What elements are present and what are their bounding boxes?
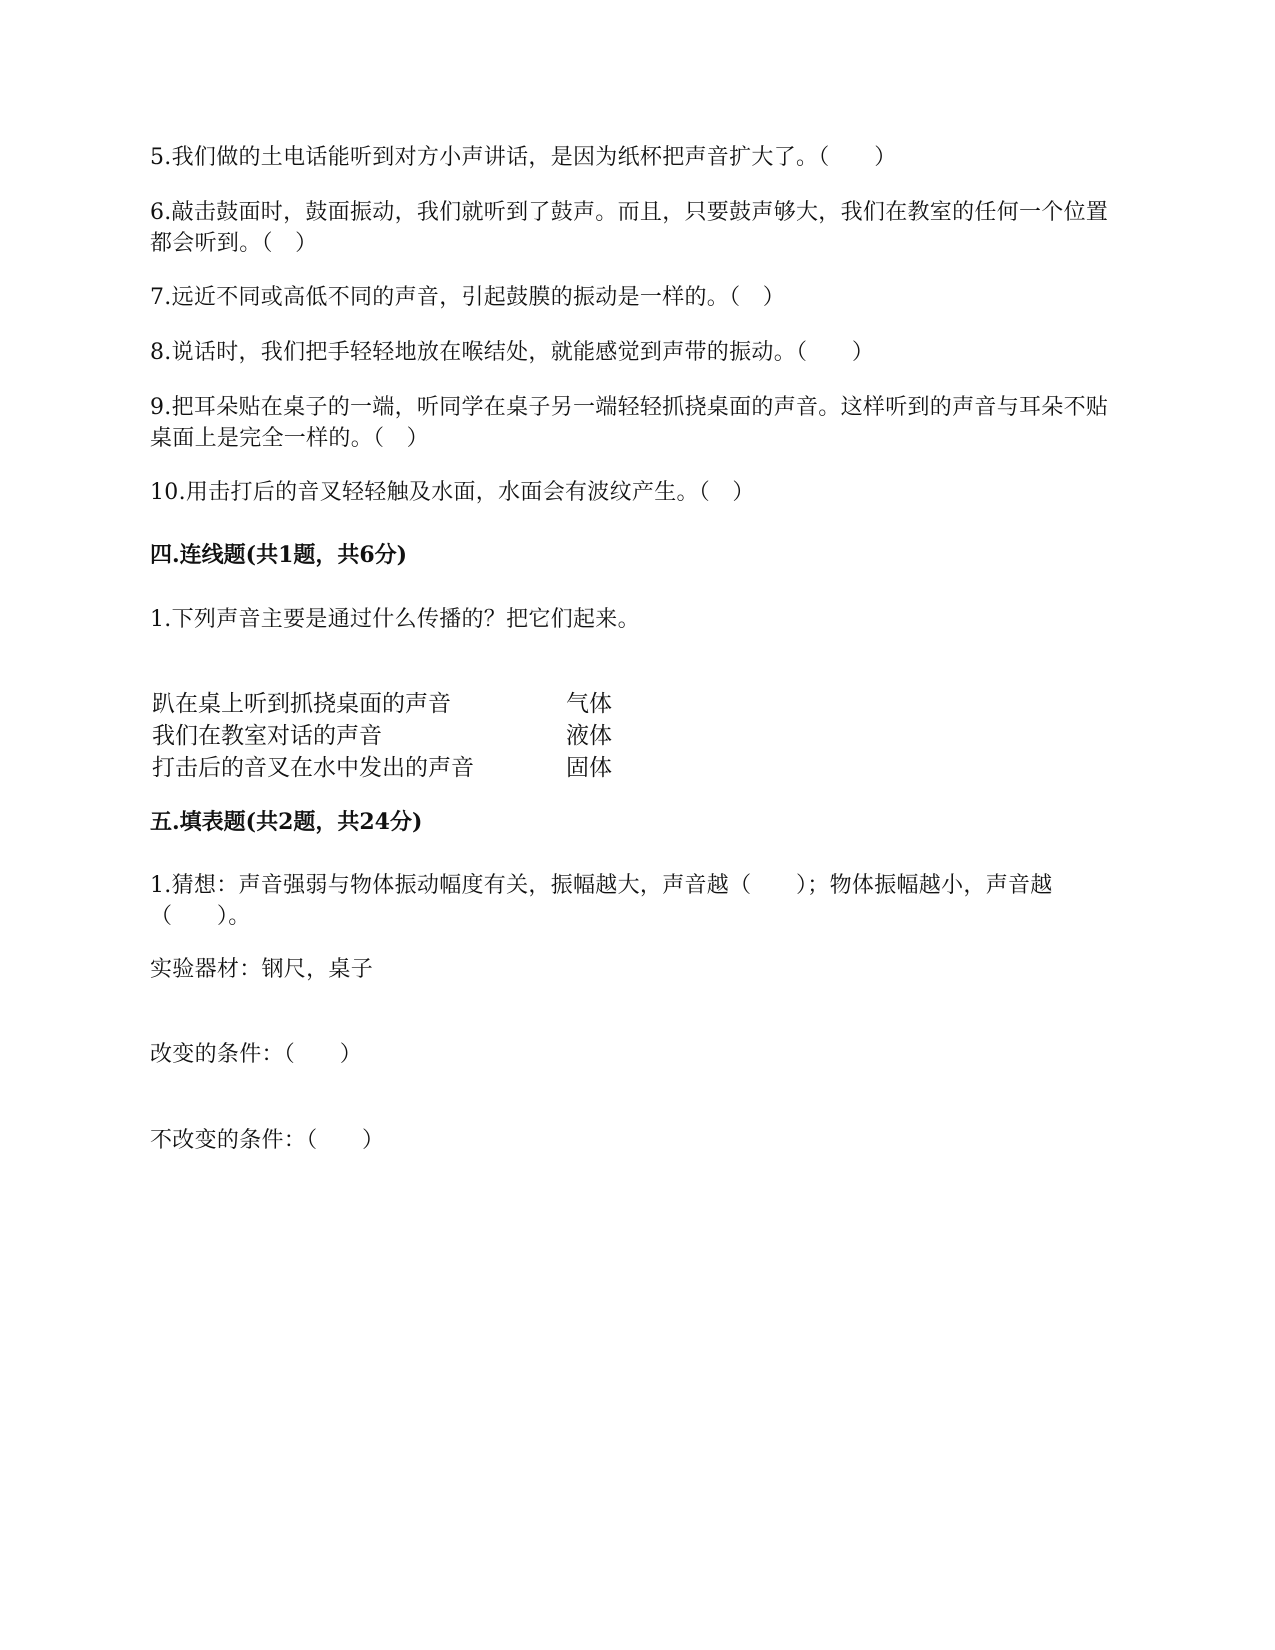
- judgment-item-9: 9.把耳朵贴在桌子的一端，听同学在桌子另一端轻轻抓挠桌面的声音。这样听到的声音与耳朵不贴桌面上是完全一样的。（ ）: [150, 395, 1109, 451]
- judgment-item-5: 5.我们做的土电话能听到对方小声讲话，是因为纸杯把声音扩大了。（ ）: [150, 145, 897, 170]
- matching-table: [152, 688, 632, 784]
- matching-right-item: 固体: [566, 755, 612, 781]
- section-heading-matching: 四.连线题(共1题，共6分): [150, 542, 408, 568]
- matching-row: [152, 688, 632, 720]
- matching-row: [152, 752, 632, 784]
- matching-question: 1.下列声音主要是通过什么传播的？把它们起来。: [150, 607, 640, 632]
- unchanged-condition: 不改变的条件：（ ）: [150, 1128, 385, 1153]
- matching-right-item: 气体: [566, 691, 612, 717]
- fill-table-question: 1.猜想：声音强弱与物体振动幅度有关，振幅越大，声音越（ ）；物体振幅越小，声音越（ ）。: [150, 873, 1053, 929]
- judgment-item-7: 7.远近不同或高低不同的声音，引起鼓膜的振动是一样的。（ ）: [150, 285, 785, 310]
- judgment-item-10: 10.用击打后的音叉轻轻触及水面，水面会有波纹产生。（ ）: [150, 480, 755, 505]
- judgment-item-6: 6.敲击鼓面时，鼓面振动，我们就听到了鼓声。而且，只要鼓声够大，我们在教室的任何一个位置都会听到。（ ）: [150, 200, 1109, 256]
- judgment-item-8: 8.说话时，我们把手轻轻地放在喉结处，就能感觉到声带的振动。（ ）: [150, 340, 875, 365]
- matching-right-item: 液体: [566, 723, 612, 749]
- matching-left-item: 我们在教室对话的声音: [152, 723, 382, 749]
- matching-left-item: 打击后的音叉在水中发出的声音: [152, 755, 474, 781]
- section-heading-fill-table: 五.填表题(共2题，共24分): [150, 809, 423, 835]
- matching-row: [152, 720, 632, 752]
- matching-left-item: 趴在桌上听到抓挠桌面的声音: [152, 691, 451, 717]
- experiment-materials: 实验器材：钢尺，桌子: [150, 957, 374, 982]
- changed-condition: 改变的条件：（ ）: [150, 1042, 363, 1067]
